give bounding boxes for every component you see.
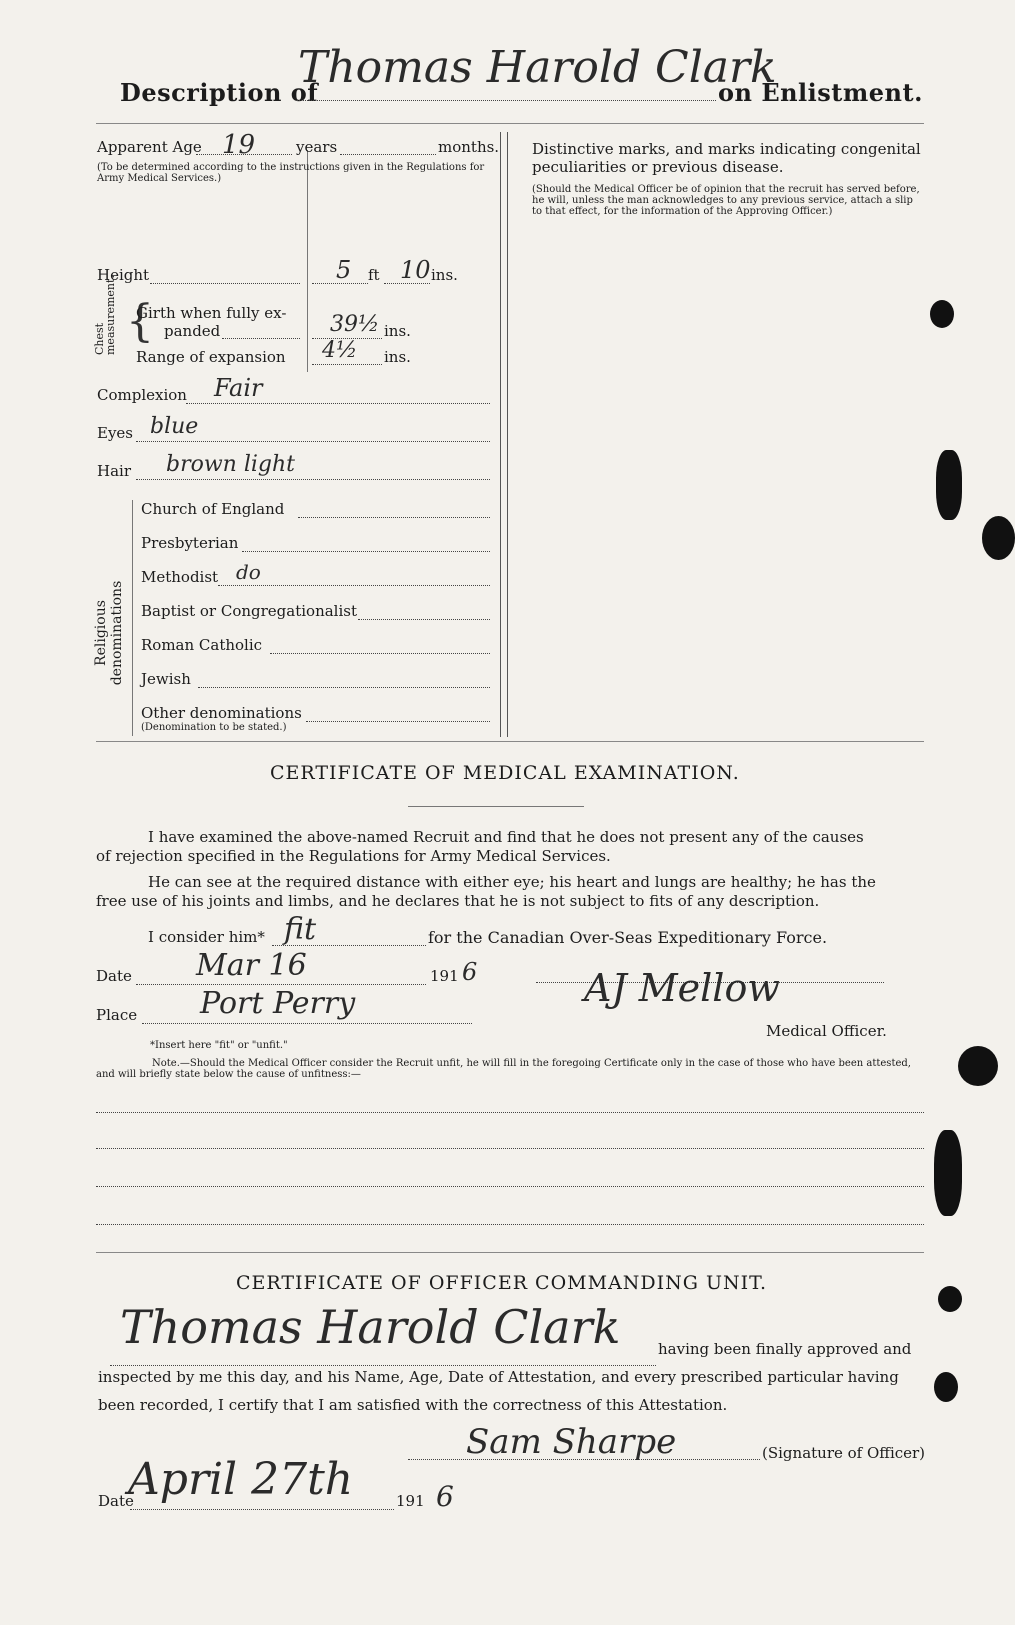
religion-other: Other denominations [141, 704, 302, 722]
complexion-value: Fair [214, 374, 263, 402]
place-line [142, 1023, 472, 1024]
height-ft-value: 5 [336, 256, 352, 284]
eyes-line [136, 441, 490, 442]
chest-measurement-label: Chest measurement. [93, 275, 117, 355]
medical-title: CERTIFICATE OF MEDICAL EXAMINATION. [270, 762, 740, 784]
commanding-line1-suffix: having been finally approved and [658, 1340, 912, 1358]
medical-date-label: Date [96, 967, 132, 985]
marks-label-1: Distinctive marks, and marks indicating congenital [532, 140, 921, 158]
unfitness-line-1 [96, 1112, 924, 1113]
commanding-date-value: April 27th [128, 1454, 354, 1505]
punch-hole-3 [982, 516, 1015, 560]
unfitness-line-3 [96, 1186, 924, 1187]
age-value: 19 [222, 130, 256, 160]
insert-note: *Insert here "fit" or "unfit." [150, 1040, 288, 1051]
chest-brace: { [126, 296, 154, 347]
religion-roman-catholic: Roman Catholic [141, 636, 263, 654]
consider-label: I consider him* [148, 928, 265, 946]
commanding-rule [96, 1252, 924, 1253]
eyes-value: blue [150, 414, 199, 439]
consider-value: fit [284, 912, 317, 947]
commanding-year-print: 191 [396, 1492, 425, 1510]
height-label: Height [97, 266, 150, 284]
months-line [340, 154, 436, 155]
marks-label-2: peculiarities or previous disease. [532, 158, 784, 176]
medical-para1-rest: of rejection specified in the Regulations for Army Medical Services. [96, 847, 611, 865]
complexion-line [186, 403, 490, 404]
medical-para2-indent: He can see at the required distance with either eye; his heart and lungs are healthy; he has the [148, 873, 876, 891]
months-label: months. [438, 138, 500, 156]
punch-hole-1 [930, 300, 954, 328]
religion-line-6 [306, 721, 490, 722]
hair-line [136, 479, 490, 480]
range-value-line [312, 364, 382, 365]
religion-baptist: Baptist or Congregationalist [141, 602, 357, 620]
height-dots [150, 283, 300, 284]
height-ins-label: ins. [431, 266, 458, 284]
header-name-line [296, 100, 716, 101]
religion-methodist-value: do [236, 560, 261, 584]
religion-line-5 [198, 687, 490, 688]
height-in-value: 10 [400, 256, 431, 284]
girth-label-1: Girth when fully ex- [136, 304, 287, 322]
girth-value: 39½ [330, 312, 380, 337]
punch-hole-2 [936, 450, 962, 520]
header-name-handwritten: Thomas Harold Clark [298, 42, 777, 93]
range-value: 4½ [322, 338, 358, 363]
medical-date-line [136, 984, 426, 985]
marks-note: (Should the Medical Officer be of opinion that the recruit has served before, he will, unless the man acknowledges to any previous service, attach a slip to that effect, for the information of the Approving Officer.) [532, 184, 920, 217]
religion-church-of-england: Church of England [141, 500, 285, 518]
ft-label: ft [368, 266, 380, 284]
unfitness-line-4 [96, 1224, 924, 1225]
punch-hole-4 [958, 1046, 998, 1086]
religion-jewish: Jewish [141, 670, 191, 688]
complexion-label: Complexion [97, 386, 187, 404]
commanding-signature-label: (Signature of Officer) [762, 1444, 926, 1462]
header-prefix: Description of [120, 78, 319, 107]
punch-hole-7 [934, 1372, 958, 1402]
medical-officer-signature: AJ Mellow [584, 966, 780, 1010]
medical-year-digit: 6 [462, 958, 478, 986]
medical-para2-rest: free use of his joints and limbs, and he declares that he is not subject to fits of any description. [96, 892, 820, 910]
unfitness-line-2 [96, 1148, 924, 1149]
girth-dots [222, 338, 300, 339]
place-label: Place [96, 1006, 138, 1024]
religion-bracket [132, 500, 133, 736]
religion-label: Religious denominations [93, 580, 125, 686]
age-label: Apparent Age [97, 138, 202, 156]
column-divider [500, 132, 501, 737]
commanding-year-digit: 6 [436, 1480, 454, 1513]
place-value: Port Perry [200, 986, 356, 1021]
commanding-name-line [110, 1365, 656, 1366]
religion-presbyterian: Presbyterian [141, 534, 239, 552]
range-label: Range of expansion [136, 348, 286, 366]
medical-officer-label: Medical Officer. [766, 1022, 887, 1040]
girth-label-2: panded [164, 322, 221, 340]
religion-line-3 [358, 619, 490, 620]
medical-note: Note.—Should the Medical Officer consider the Recruit unfit, he will fill in the foregoing Certificate only in the case of those who have been attested, and will briefly state below the cause of unfitness:— [96, 1058, 911, 1080]
eyes-label: Eyes [97, 424, 133, 442]
religion-line-1 [242, 551, 490, 552]
commanding-date-label: Date [98, 1492, 134, 1510]
commanding-line3: been recorded, I certify that I am satisfied with the correctness of this Attestation. [98, 1396, 728, 1414]
header-suffix: on Enlistment. [718, 78, 923, 107]
commanding-line2: inspected by me this day, and his Name, Age, Date of Attestation, and every prescribed particular having [98, 1368, 899, 1386]
years-label: years [296, 138, 338, 156]
top-rule [96, 123, 924, 124]
hair-label: Hair [97, 462, 131, 480]
commanding-officer-signature: Sam Sharpe [466, 1422, 677, 1462]
range-ins-label: ins. [384, 348, 411, 366]
consider-suffix: for the Canadian Over-Seas Expeditionary Force. [428, 928, 828, 947]
age-note: (To be determined according to the instructions given in the Regulations for Army Medical Services.) [97, 162, 485, 184]
commanding-date-line [130, 1509, 394, 1510]
religion-line-2 [218, 585, 490, 586]
religion-other-note: (Denomination to be stated.) [141, 722, 287, 733]
hair-value: brown light [166, 452, 296, 477]
medical-date-value: Mar 16 [196, 948, 307, 983]
religion-methodist: Methodist [141, 568, 219, 586]
column-divider-2 [507, 132, 508, 737]
commanding-title: CERTIFICATE OF OFFICER COMMANDING UNIT. [236, 1272, 768, 1294]
medical-year-print: 191 [430, 967, 459, 985]
medical-para1-indent: I have examined the above-named Recruit and find that he does not present any of the causes [148, 828, 864, 846]
commanding-name-handwritten: Thomas Harold Clark [120, 1300, 621, 1354]
section-rule [96, 741, 924, 742]
religion-line-0 [298, 517, 490, 518]
girth-ins-label: ins. [384, 322, 411, 340]
punch-hole-6 [938, 1286, 962, 1312]
medical-title-rule [408, 806, 584, 807]
punch-hole-5 [934, 1130, 962, 1216]
religion-line-4 [270, 653, 490, 654]
